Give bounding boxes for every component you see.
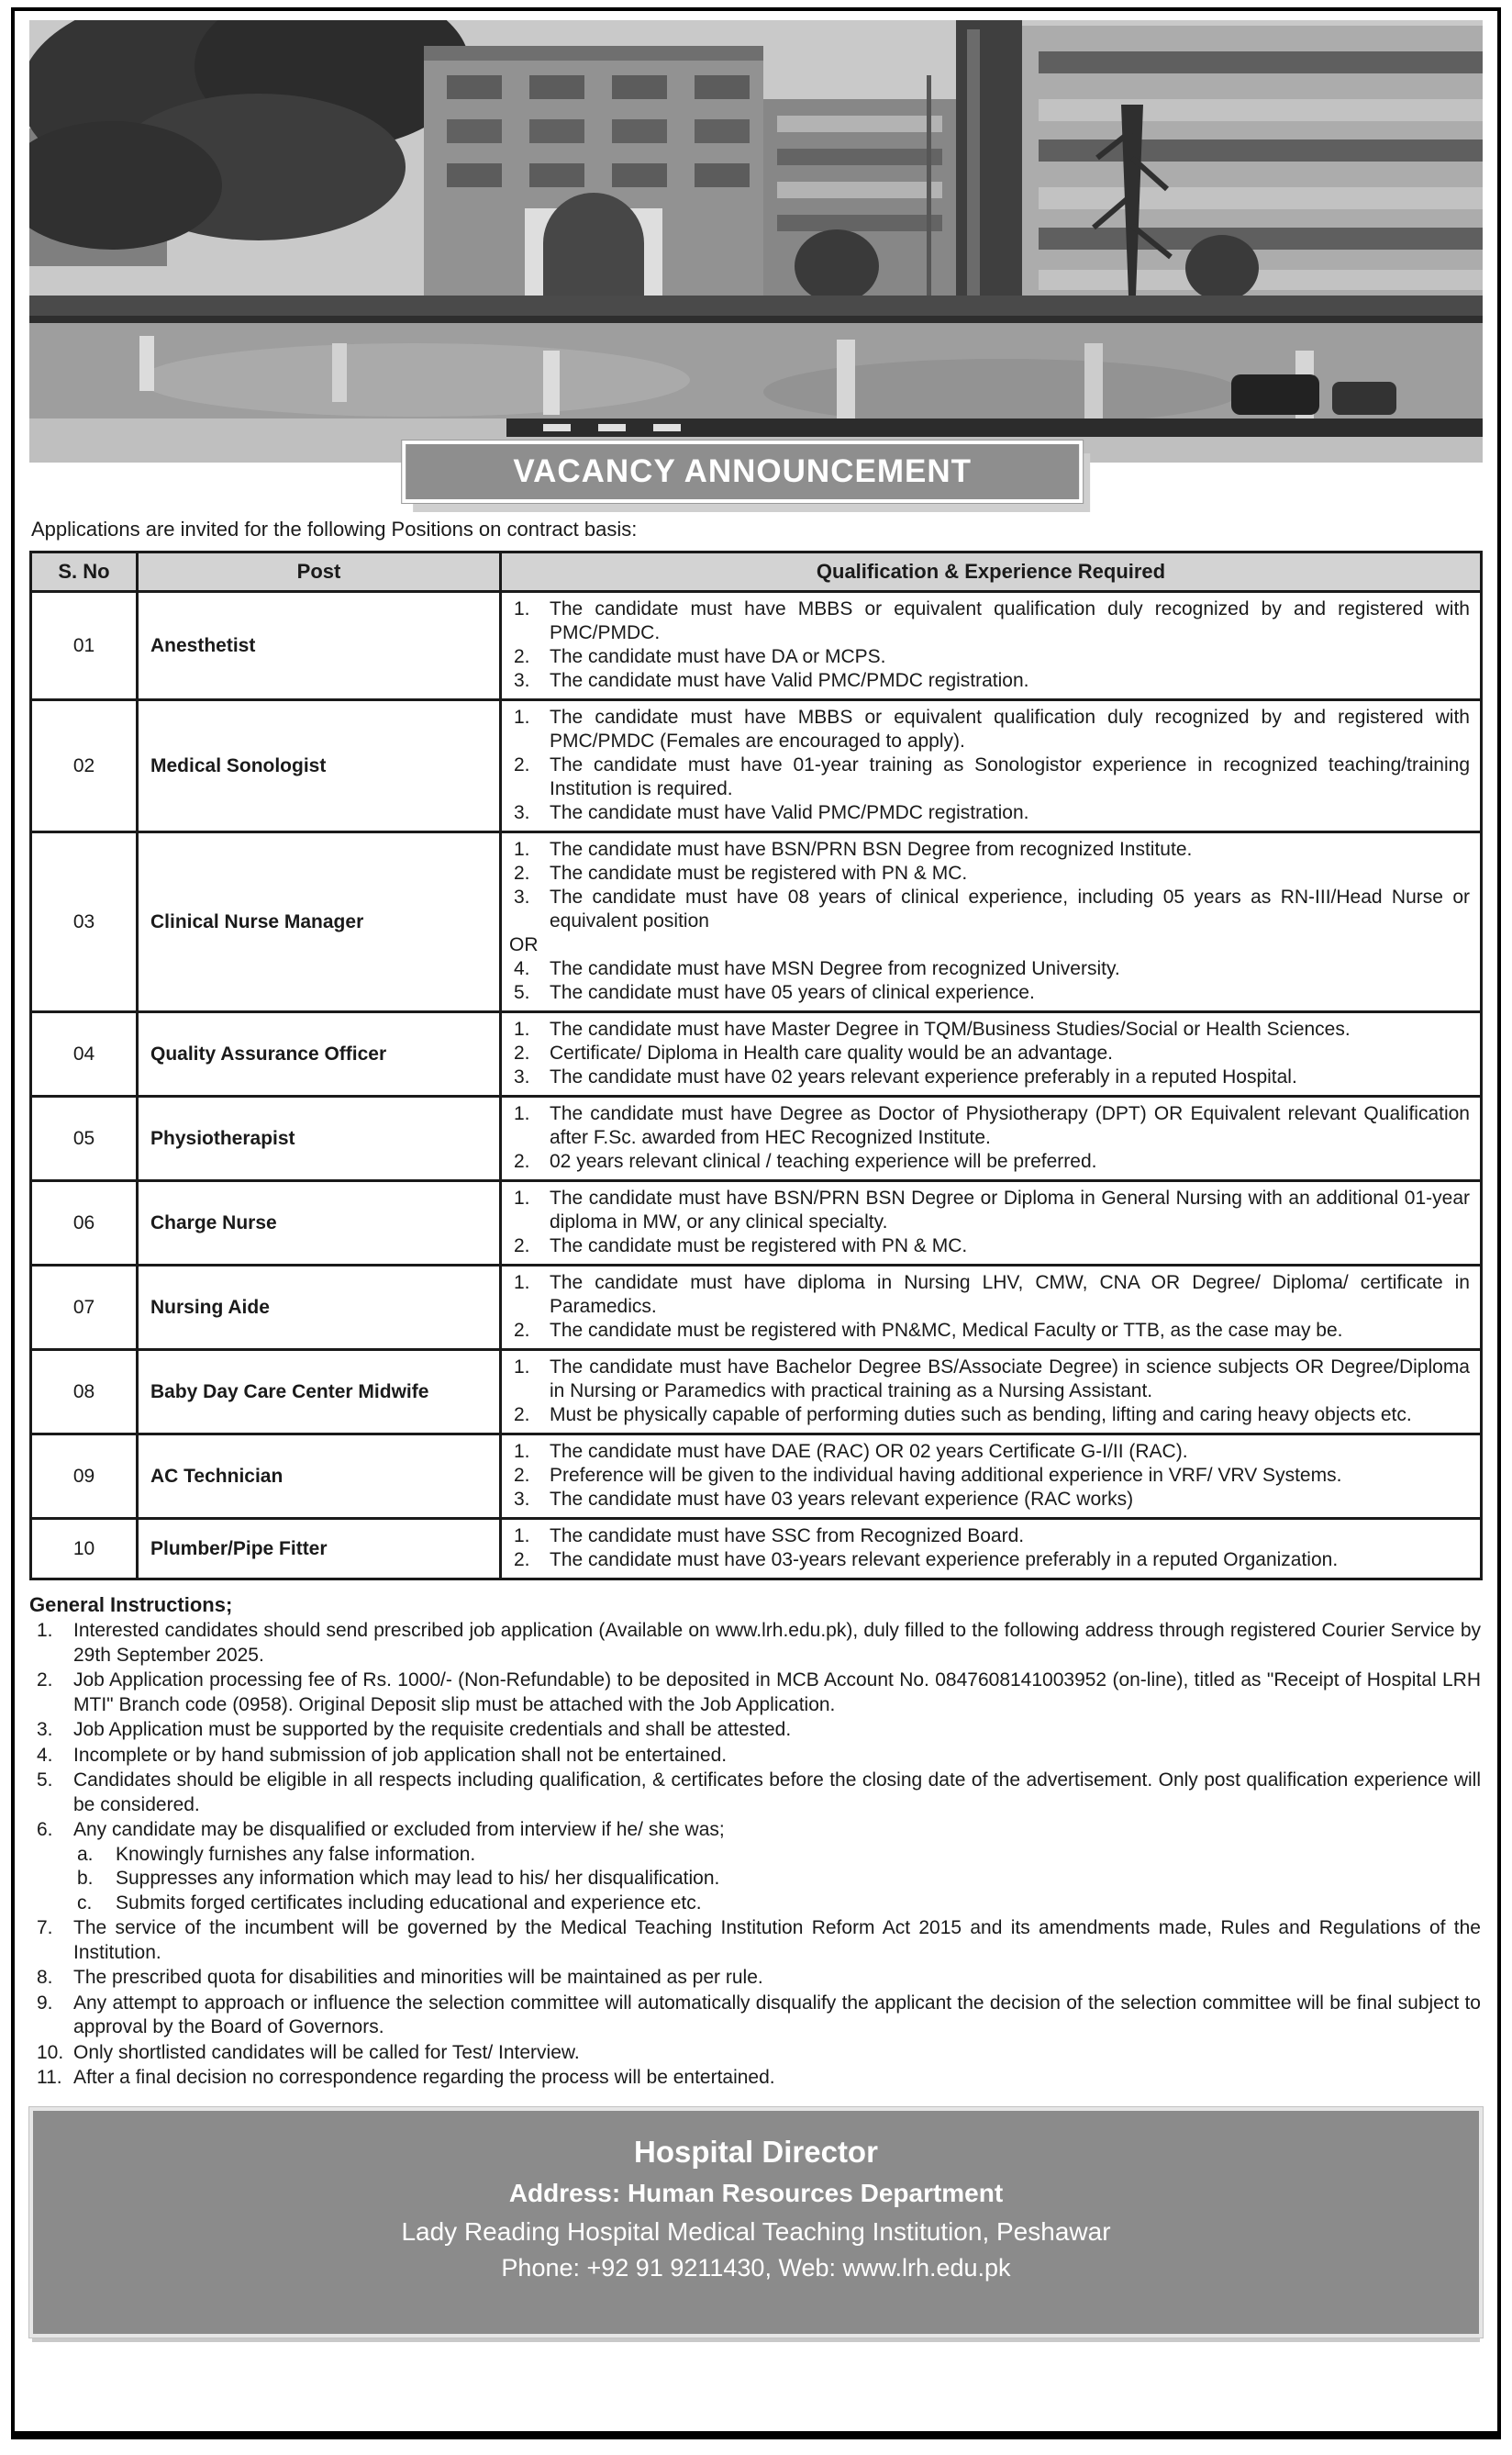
sno-cell: 10	[31, 1519, 138, 1579]
qualification-item	[507, 1234, 1473, 1258]
qualification-item	[507, 1524, 1473, 1548]
instruction-number: 5.	[37, 1769, 53, 1791]
sno-cell: 05	[31, 1097, 138, 1181]
banner-title: VACANCY ANNOUNCEMENT	[513, 453, 972, 489]
qualification-item	[507, 886, 1473, 933]
instruction-text-body: Job Application processing fee of Rs. 1000/- (Non-Refundable) to be deposited in MCB Account No. 0847608141003952 (on-line), titled as "Receipt of Hospital LRH MTI" Branch code (0958). Original Deposit slip must be attached with the Job Application.	[73, 1669, 1481, 1715]
qualification-item-number: 3.	[514, 670, 530, 691]
qualification-item-number: 2.	[514, 1043, 530, 1064]
header-photo-area	[29, 20, 1483, 489]
qualification-item-number: 2.	[514, 1320, 530, 1341]
instruction-item	[29, 1718, 1483, 1743]
qualification-item-number: 3.	[514, 1489, 530, 1510]
instruction-text-body: Only shortlisted candidates will be called for Test/ Interview.	[73, 2041, 580, 2063]
instruction-subitem	[73, 1891, 1481, 1916]
table-row	[31, 1181, 1482, 1266]
table-row	[31, 1012, 1482, 1097]
qualification-item-number: 3.	[514, 887, 530, 908]
qualification-item-text: The candidate must have Master Degree in TQM/Business Studies/Social or Health Sciences.	[550, 1019, 1351, 1040]
table-row	[31, 1097, 1482, 1181]
instruction-text	[73, 1718, 1483, 1743]
qualification-item-text: The candidate must have MSN Degree from recognized University.	[550, 958, 1120, 979]
qualification-item	[507, 838, 1473, 862]
instruction-text	[73, 2041, 1483, 2066]
header-sno: S. No	[31, 552, 138, 592]
qualification-item	[507, 1018, 1473, 1042]
qualification-item-text: The candidate must have diploma in Nursing LHV, CMW, CNA OR Degree/ Diploma/ certificate in Paramedics.	[550, 1272, 1470, 1317]
instruction-text-body: The prescribed quota for disabilities and minorities will be maintained as per rule.	[73, 1967, 763, 1988]
post-cell: Plumber/Pipe Fitter	[138, 1519, 501, 1579]
qualification-cell	[501, 592, 1482, 700]
qualification-item	[507, 1548, 1473, 1572]
sno-cell: 07	[31, 1266, 138, 1350]
instruction-subitem-text: Knowingly furnishes any false information.	[116, 1843, 476, 1865]
qualification-item-number: 3.	[514, 802, 530, 823]
qualification-item	[507, 753, 1473, 801]
qualification-item-number: 2.	[514, 863, 530, 884]
sno-cell: 02	[31, 700, 138, 832]
table-row	[31, 1266, 1482, 1350]
qualification-item-number: 2.	[514, 1549, 530, 1570]
qualification-item	[507, 1042, 1473, 1066]
post-cell: Physiotherapist	[138, 1097, 501, 1181]
qualification-item-text: The candidate must be registered with PN&MC, Medical Faculty or TTB, as the case may be.	[550, 1320, 1343, 1341]
positions-table-body	[31, 592, 1482, 1579]
qualification-item-text: The candidate must have DAE (RAC) OR 02 years Certificate G-I/II (RAC).	[550, 1441, 1188, 1462]
qualification-item	[507, 706, 1473, 753]
instruction-text	[73, 1744, 1483, 1769]
sno-cell: 09	[31, 1434, 138, 1519]
qualification-item	[507, 1271, 1473, 1319]
post-cell: Charge Nurse	[138, 1181, 501, 1266]
qualification-item-number: 1.	[514, 1525, 530, 1546]
qualification-item	[507, 862, 1473, 886]
post-cell: Medical Sonologist	[138, 700, 501, 832]
qualification-cell	[501, 700, 1482, 832]
qualification-item	[507, 1150, 1473, 1174]
qualification-item-text: The candidate must have MBBS or equivalent qualification duly recognized by and registered with PMC/PMDC.	[550, 598, 1470, 643]
instruction-item	[29, 1818, 1483, 1915]
qualification-item-number: 5.	[514, 982, 530, 1003]
post-cell: Anesthetist	[138, 592, 501, 700]
instruction-number: 8.	[37, 1967, 53, 1988]
qualification-cell	[501, 1097, 1482, 1181]
post-cell: AC Technician	[138, 1434, 501, 1519]
sno-cell: 08	[31, 1350, 138, 1434]
footer-phone-web: Phone: +92 91 9211430, Web: www.lrh.edu.pk	[501, 2253, 1011, 2282]
qualification-item-text: The candidate must be registered with PN & MC.	[550, 1235, 968, 1256]
instruction-text	[73, 1992, 1483, 2040]
qualification-item-number: 4.	[514, 958, 530, 979]
table-row	[31, 1519, 1482, 1579]
qualification-item-number: 1.	[514, 1356, 530, 1378]
instruction-number: 2.	[37, 1669, 53, 1691]
instruction-subitem-letter: a.	[77, 1843, 94, 1865]
instruction-text	[73, 2066, 1483, 2091]
instruction-item	[29, 1916, 1483, 1965]
or-label: OR	[509, 934, 539, 955]
footer-address-dept: Address: Human Resources Department	[508, 2178, 1004, 2207]
qualification-cell	[501, 1350, 1482, 1434]
qualification-item	[507, 801, 1473, 825]
qualification-item-number: 1.	[514, 1103, 530, 1124]
qualification-item	[507, 1066, 1473, 1089]
qualification-item-number: 2.	[514, 1151, 530, 1172]
instruction-text	[73, 1818, 1483, 1915]
qualification-cell	[501, 1519, 1482, 1579]
general-instructions-list	[29, 1619, 1483, 2091]
post-cell: Baby Day Care Center Midwife	[138, 1350, 501, 1434]
positions-table	[29, 551, 1483, 1580]
qualification-item	[507, 1403, 1473, 1427]
qualification-item-number: 1.	[514, 1188, 530, 1209]
sno-cell: 03	[31, 832, 138, 1012]
qualification-item	[507, 645, 1473, 669]
instruction-subitem-letter: b.	[77, 1868, 94, 1889]
qualification-item	[507, 1102, 1473, 1150]
post-cell: Nursing Aide	[138, 1266, 501, 1350]
qualification-item-text: The candidate must be registered with PN & MC.	[550, 863, 968, 884]
contact-footer	[29, 2107, 1483, 2338]
sno-cell: 04	[31, 1012, 138, 1097]
instruction-item	[29, 1966, 1483, 1991]
qualification-item	[507, 597, 1473, 645]
hospital-photo	[29, 20, 1483, 463]
qualification-item-text: The candidate must have 01-year training as Sonologistor experience in recognized teaching/training Institution is required.	[550, 754, 1470, 799]
qualification-item-number: 1.	[514, 1272, 530, 1293]
instruction-number: 3.	[37, 1719, 53, 1740]
qualification-item	[507, 981, 1473, 1005]
instruction-text	[73, 1966, 1483, 1991]
qualification-cell	[501, 832, 1482, 1012]
instruction-text-body: After a final decision no correspondence regarding the process will be entertained.	[73, 2067, 775, 2088]
instruction-subitem	[73, 1843, 1481, 1868]
vacancy-announcement-banner	[402, 441, 1083, 503]
qualification-item-text: The candidate must have 02 years relevant experience preferably in a reputed Hospital.	[550, 1066, 1297, 1088]
qualification-item-text: The candidate must have 05 years of clinical experience.	[550, 982, 1035, 1003]
qualification-item-text: The candidate must have DA or MCPS.	[550, 646, 886, 667]
instruction-number: 9.	[37, 1992, 53, 2014]
footer-director: Hospital Director	[634, 2134, 878, 2169]
instruction-text-body: Job Application must be supported by the requisite credentials and shall be attested.	[73, 1719, 792, 1740]
qualification-item-text: The candidate must have Valid PMC/PMDC registration.	[550, 802, 1029, 823]
instruction-text	[73, 1769, 1483, 1817]
qualification-item-number: 1.	[514, 707, 530, 728]
qualification-item-text: The candidate must have BSN/PRN BSN Degree or Diploma in General Nursing with an additional 01-year diploma in MW, or any clinical specialty.	[550, 1188, 1470, 1233]
qualification-item-text: Preference will be given to the individual having additional experience in VRF/ VRV Systems.	[550, 1465, 1342, 1486]
table-row	[31, 1434, 1482, 1519]
instruction-number: 1.	[37, 1620, 53, 1641]
instruction-item	[29, 2066, 1483, 2091]
instruction-number: 6.	[37, 1819, 53, 1840]
qualification-item-text: 02 years relevant clinical / teaching experience will be preferred.	[550, 1151, 1097, 1172]
post-cell: Clinical Nurse Manager	[138, 832, 501, 1012]
instruction-text-body: Incomplete or by hand submission of job application shall not be entertained.	[73, 1744, 728, 1766]
qualification-cell	[501, 1012, 1482, 1097]
qualification-item-text: The candidate must have BSN/PRN BSN Degree from recognized Institute.	[550, 839, 1193, 860]
table-row	[31, 592, 1482, 700]
qualification-item	[507, 669, 1473, 693]
instruction-text-body: The service of the incumbent will be governed by the Medical Teaching Institution Reform Act 2015 and its amendments made, Rules and Regulations of the Institution.	[73, 1917, 1481, 1963]
qualification-item	[507, 1356, 1473, 1403]
qualification-item-number: 1.	[514, 839, 530, 860]
qualification-item-text: Certificate/ Diploma in Health care quality would be an advantage.	[550, 1043, 1114, 1064]
qualification-item	[507, 1464, 1473, 1488]
table-row	[31, 700, 1482, 832]
qualification-item-text: The candidate must have Bachelor Degree BS/Associate Degree) in science subjects OR Degree/Diploma in Nursing or Paramedics with practical training as a Nursing Assistant.	[550, 1356, 1470, 1401]
instruction-subitem-text: Submits forged certificates including educational and experience etc.	[116, 1891, 702, 1914]
qualification-item-number: 2.	[514, 1465, 530, 1486]
qualification-cell	[501, 1181, 1482, 1266]
qualification-item-number: 1.	[514, 598, 530, 619]
positions-table-header	[31, 552, 1482, 592]
instruction-number: 11.	[37, 2067, 62, 2088]
qualification-item-number: 2.	[514, 1235, 530, 1256]
instruction-text-body: Candidates should be eligible in all respects including qualification, & certificates before the closing date of the advertisement. Only post qualification experience will be considered.	[73, 1769, 1481, 1815]
qualification-item-text: The candidate must have 03 years relevant experience (RAC works)	[550, 1489, 1134, 1510]
qualification-item-text: The candidate must have MBBS or equivalent qualification duly recognized by and registered with PMC/PMDC (Females are encouraged to apply).	[550, 707, 1470, 752]
instruction-text	[73, 1619, 1483, 1668]
table-row	[31, 1350, 1482, 1434]
table-row	[31, 832, 1482, 1012]
qualification-item-number: 2.	[514, 646, 530, 667]
qualification-item	[507, 957, 1473, 981]
instruction-subitem-letter: c.	[77, 1891, 93, 1914]
qualification-item-text: The candidate must have Degree as Doctor of Physiotherapy (DPT) OR Equivalent relevant Qualification after F.Sc. awarded from HEC Recognized Institute.	[550, 1103, 1470, 1148]
qualification-item	[507, 1187, 1473, 1234]
instruction-item	[29, 1744, 1483, 1769]
header-post: Post	[138, 552, 501, 592]
qualification-item-number: 3.	[514, 1066, 530, 1088]
instruction-item	[29, 2041, 1483, 2066]
qualification-item-text: The candidate must have Valid PMC/PMDC registration.	[550, 670, 1029, 691]
instruction-text	[73, 1668, 1483, 1717]
qualification-item-number: 1.	[514, 1019, 530, 1040]
qualification-item	[507, 1488, 1473, 1512]
qualification-item-text: The candidate must have 08 years of clinical experience, including 05 years as RN-III/Head Nurse or equivalent position	[550, 887, 1470, 932]
instruction-text	[73, 1916, 1483, 1965]
qualification-cell	[501, 1266, 1482, 1350]
instruction-item	[29, 1668, 1483, 1717]
general-instructions	[29, 1593, 1483, 2091]
intro-text: Applications are invited for the following Positions on contract basis:	[31, 518, 638, 541]
instruction-number: 7.	[37, 1917, 53, 1938]
instruction-number: 10.	[37, 2041, 64, 2063]
instruction-item	[29, 1769, 1483, 1817]
qualification-item-number: 2.	[514, 1404, 530, 1425]
instruction-text-body: Any attempt to approach or influence the selection committee will automatically disqualify the applicant the decision of the selection committee will be final subject to approval by the Board of Governors.	[73, 1992, 1481, 2037]
page-frame	[11, 7, 1501, 2439]
qualification-item-text: The candidate must have 03-years relevant experience preferably in a reputed Organization.	[550, 1549, 1339, 1570]
instruction-text-body: Interested candidates should send prescribed job application (Available on www.lrh.edu.pk), duly filled to the following address through registered Courier Service by 29th September 2025.	[73, 1620, 1481, 1666]
instruction-text-body: Any candidate may be disqualified or excluded from interview if he/ she was;	[73, 1819, 725, 1840]
header-qualification: Qualification & Experience Required	[501, 552, 1482, 592]
qualification-cell	[501, 1434, 1482, 1519]
instruction-subitem-text: Suppresses any information which may lead to his/ her disqualification.	[116, 1868, 720, 1889]
qualification-item-number: 2.	[514, 754, 530, 776]
qualification-item-text: The candidate must have SSC from Recognized Board.	[550, 1525, 1025, 1546]
instruction-item	[29, 1619, 1483, 1668]
instruction-item	[29, 1992, 1483, 2040]
post-cell: Quality Assurance Officer	[138, 1012, 501, 1097]
footer-institution: Lady Reading Hospital Medical Teaching Institution, Peshawar	[401, 2216, 1111, 2246]
general-instructions-heading: General Instructions;	[29, 1593, 233, 1616]
qualification-item	[507, 1319, 1473, 1343]
qualification-item-number: 1.	[514, 1441, 530, 1462]
qualification-item-text: Must be physically capable of performing duties such as bending, lifting and caring heavy objects etc.	[550, 1404, 1412, 1425]
sno-cell: 01	[31, 592, 138, 700]
sno-cell: 06	[31, 1181, 138, 1266]
instruction-subitem	[73, 1867, 1481, 1891]
instruction-number: 4.	[37, 1744, 53, 1766]
qualification-item	[507, 1440, 1473, 1464]
